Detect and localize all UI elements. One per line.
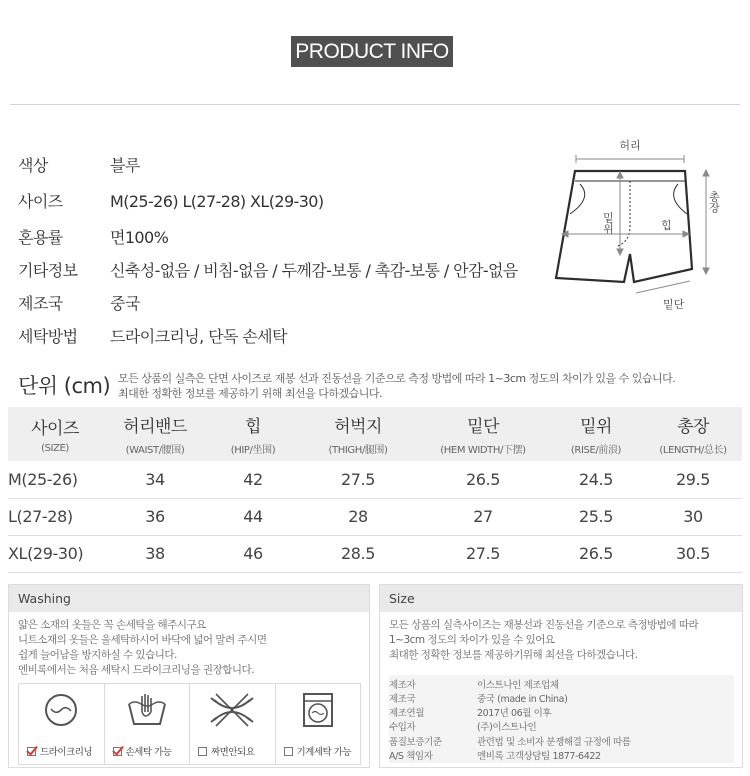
- column-header-hem: 밑단 (HEM WIDTH/下摆): [440, 417, 526, 456]
- info-label: 기타정보: [18, 261, 78, 280]
- washing-text: 얇은 소재의 옷들은 꼭 손세탁을 해주시구요 니트소재의 옷들은 울세탁하시어 바닥에 넓어 말려 주시면 쉽게 늘어남을 방지하실 수 있습니다. 엔비록에서는 처음 세탁시 드라이크리닝을 권장합니다.: [18, 619, 267, 676]
- care-no-wring: 짜면안되요: [190, 684, 276, 764]
- column-header-waist: 허리밴드 (WAIST/腰围): [123, 417, 187, 456]
- divider: [10, 104, 740, 105]
- info-label: 사이즈: [18, 192, 63, 211]
- info-row-color: [18, 153, 140, 176]
- info-label: 세탁방법: [18, 327, 78, 346]
- unit-note: [118, 371, 675, 401]
- info-value: M(25-26) L(27-28) XL(29-30): [110, 192, 324, 211]
- column-header-rise: 밑위 (RISE/前浪): [570, 417, 622, 456]
- hand-wash-icon: [125, 690, 169, 730]
- washing-title: Washing: [9, 585, 369, 612]
- table-row: M(25-26) 34 42 27.5 26.5 24.5 29.5: [8, 461, 742, 498]
- unit-heading: 단위 (cm): [18, 374, 111, 398]
- rise-label: 밑위: [601, 212, 615, 234]
- info-row-etc: [18, 258, 518, 281]
- checkbox: [198, 747, 207, 756]
- info-row-care: [18, 324, 287, 347]
- care-machine-wash: 기계세탁 가능: [276, 684, 361, 764]
- info-row-size: [18, 189, 324, 212]
- table-row: XL(29-30) 38 46 28.5 27.5 26.5 30.5: [8, 535, 742, 572]
- length-label: 총장: [707, 191, 721, 213]
- shorts-diagram: [548, 136, 738, 316]
- washing-panel: [8, 584, 370, 768]
- info-value: 중국: [110, 294, 140, 313]
- size-panel-title: Size: [380, 585, 742, 612]
- unit-note-line: 모든 상품의 실측은 단면 사이즈로 재봉 선과 진동선을 기준으로 측정 방법에 따라 1~3cm 정도의 차이가 있을 수 있습니다.: [118, 372, 676, 385]
- info-value: 면100%: [110, 228, 169, 247]
- unit-note-line: 최대한 정확한 정보를 제공하기 위해 최선을 다하겠습니다.: [118, 387, 382, 400]
- waist-label: 허리: [619, 139, 641, 152]
- column-header-hip: 힙 (HIP/坐围): [230, 417, 276, 456]
- info-label: 제조국: [18, 294, 63, 313]
- product-spec-list: 제조자 이스트나인 제조업체 제조국 중국 (made in China) 제조연월 2017년 06월 이후 수입자 (주)이스트나인 품질보증기준 관련법 및 소비자 분쟁해결 규정에 따름 A/S 책임자 엔비록 고객상담팀 1877-6422: [389, 675, 734, 763]
- checkbox: [284, 747, 293, 756]
- hip-label: 힙: [661, 219, 672, 232]
- info-row-material: [18, 225, 168, 248]
- info-value: 드라이크리닝, 단독 손세탁: [110, 327, 287, 346]
- dry-clean-icon: [41, 690, 81, 730]
- column-header-thigh: 허벅지 (THIGH/腿围): [328, 417, 388, 456]
- checkbox-checked: [113, 747, 122, 756]
- info-label: 색상: [18, 156, 48, 175]
- info-row-origin: [18, 291, 140, 314]
- care-hand-wash: 손세탁 가능: [105, 684, 191, 764]
- table-row: L(27-28) 36 44 28 27 25.5 30: [8, 498, 742, 535]
- info-value: 신축성-없음 / 비침-없음 / 두께감-보통 / 촉감-보통 / 안감-없음: [110, 261, 518, 280]
- column-header-size: 사이즈 (SIZE): [31, 419, 79, 454]
- size-table: [8, 407, 742, 573]
- column-header-length: 총장 (LENGTH/总长): [659, 417, 727, 456]
- care-icons: [18, 683, 361, 765]
- size-panel-text: 모든 상품의 실측사이즈는 재봉선과 진동선을 기준으로 측정방법에 따라 1~3cm 정도의 차이가 있을 수 있어요 최대한 정확한 정보를 제공하기위해 최선을 다하겠습니다.: [389, 619, 699, 661]
- care-dry-clean: 드라이크리닝: [19, 684, 105, 764]
- no-wring-icon: [208, 690, 256, 730]
- info-label: 혼용률: [18, 228, 63, 247]
- checkbox-checked: [27, 747, 36, 756]
- washing-machine-icon: [298, 690, 338, 730]
- product-info-title: PRODUCT INFO: [291, 36, 453, 67]
- size-table-header: [8, 407, 742, 461]
- size-panel: [379, 584, 743, 768]
- hem-label: 밑단: [663, 298, 685, 311]
- info-value: 블루: [110, 156, 140, 175]
